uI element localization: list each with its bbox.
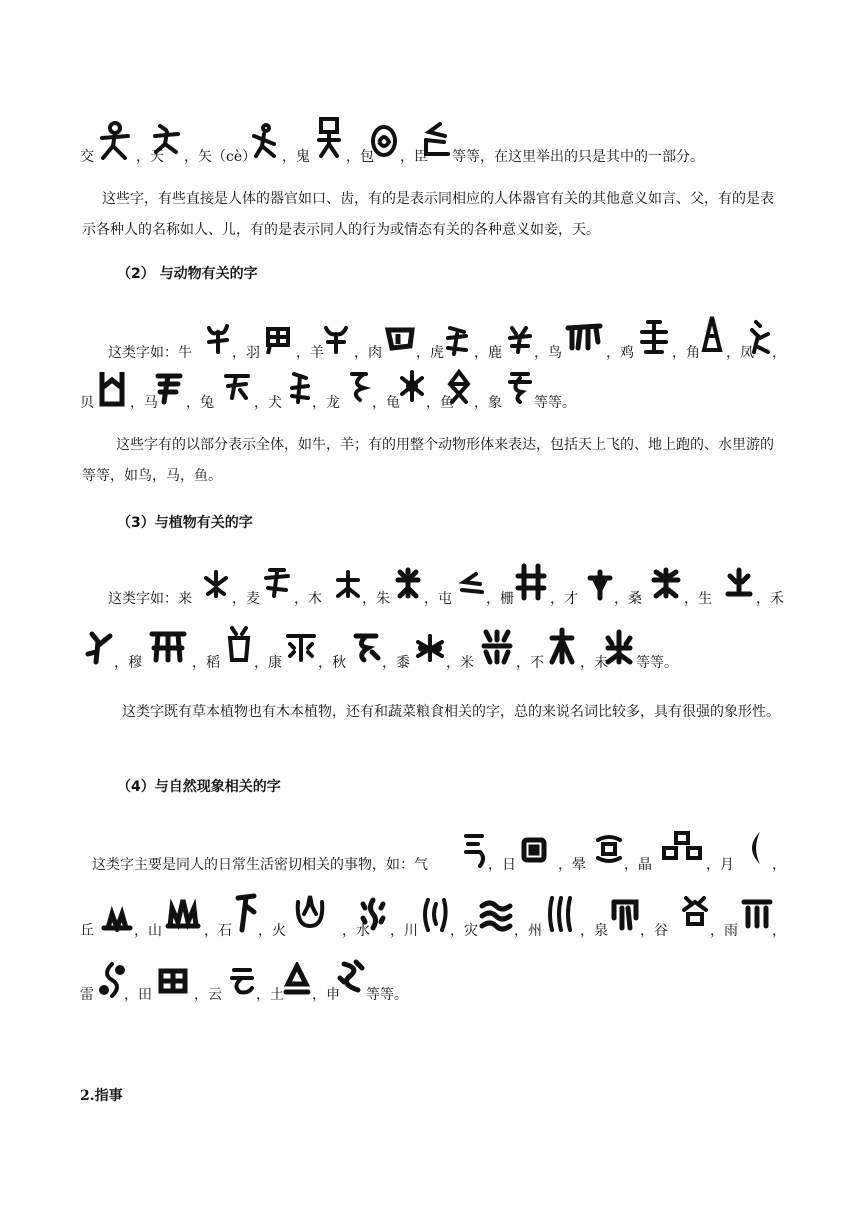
- glyph-label-xiang: ，象: [474, 395, 502, 411]
- glyph-label-jiao2: ，角: [672, 345, 700, 361]
- glyph-label-kang: ，康: [254, 655, 282, 671]
- glyph-label-qi: 这类字主要是同人的日常生活密切相关的事物，如：气: [92, 857, 428, 873]
- oracle-glyph-tian: [152, 122, 182, 156]
- oracle-glyph-gui: [316, 116, 342, 160]
- oracle-glyph-bu: [546, 626, 578, 666]
- glyph-label-mu2: ，穆: [114, 655, 142, 671]
- oracle-glyph-lai: [202, 568, 230, 600]
- glyph-label-lei: 雷: [80, 987, 94, 1003]
- glyph-label-ri: ，日: [488, 857, 516, 873]
- animal-line-tail: 等等。: [534, 395, 576, 411]
- oracle-glyph-cai: [586, 568, 614, 602]
- oracle-glyph-bao: [370, 122, 398, 158]
- glyph-label-niao: ，鸟: [534, 345, 562, 361]
- oracle-glyph-lu: [506, 324, 534, 356]
- oracle-glyph-zhu: [394, 566, 422, 600]
- heading-animal-characters: （2） 与动物有关的字: [117, 266, 258, 282]
- heading-nature-characters: （4）与自然现象相关的字: [117, 779, 281, 795]
- glyph-label-chuan: ，川: [390, 923, 418, 939]
- glyph-label-lai: 这类字如：来: [108, 591, 192, 607]
- glyph-label-tian2: ，田: [124, 987, 152, 1003]
- glyph-label-yue-comma: ，: [772, 857, 786, 873]
- glyph-label-gui2: ，龟: [372, 395, 400, 411]
- oracle-glyph-tu: [222, 370, 252, 402]
- glyph-label-jing: ，晶: [624, 857, 652, 873]
- oracle-glyph-tu2: [282, 962, 312, 996]
- oracle-glyph-qiu: [350, 630, 382, 664]
- glyph-label-tu2: ，土: [256, 987, 284, 1003]
- glyph-label-long: ，龙: [312, 395, 340, 411]
- glyph-label-quan2: ，泉: [580, 923, 608, 939]
- oracle-glyph-yue: [742, 828, 768, 868]
- oracle-glyph-qiu2: [100, 906, 134, 932]
- glyph-label-ze: ，矢（cè）: [184, 149, 257, 165]
- oracle-glyph-yun: [592, 832, 626, 864]
- oracle-glyph-hu: [444, 324, 470, 358]
- glyph-label-yu3: ，雨: [710, 923, 738, 939]
- oracle-glyph-xiang: [506, 370, 534, 404]
- glyph-label-tian: ，天: [136, 149, 164, 165]
- oracle-glyph-chen: [420, 120, 452, 160]
- glyph-label-dao: ，稻: [192, 655, 220, 671]
- glyph-label-mai: ，麦: [232, 591, 260, 607]
- oracle-glyph-sheng: [724, 566, 754, 600]
- oracle-glyph-mai: [262, 566, 292, 600]
- paragraph-human-characters: 这些字，有些直接是人体的器官如口、齿，有的是表示同相应的人体器官有关的其他意义如言、父，有的是表示各种人的名称如人、儿，有的是表示同人的行为或情态有关的各种意义如妾，天。: [82, 191, 774, 238]
- oracle-glyph-chuan: [420, 896, 450, 934]
- oracle-glyph-zha: [514, 562, 548, 602]
- oracle-glyph-dao: [224, 624, 254, 666]
- glyph-label-shui: ，水: [342, 923, 370, 939]
- glyph-label-rou: ，肉: [354, 345, 382, 361]
- oracle-glyph-wei: [602, 628, 636, 666]
- oracle-glyph-mu: [334, 568, 362, 600]
- glyph-label-hu: ，虎: [416, 345, 444, 361]
- oracle-glyph-shu: [414, 632, 446, 664]
- glyph-label-qiu2: 丘: [80, 923, 94, 939]
- oracle-glyph-tun: [456, 570, 486, 600]
- oracle-glyph-yang: [322, 324, 350, 356]
- glyph-label-niu: 这类字如：牛: [108, 345, 192, 361]
- sec1-line-tail: 等等，在这里举出的只是其中的一部分。: [452, 149, 704, 165]
- glyph-label-tu: ，兔: [186, 395, 214, 411]
- oracle-glyph-yun2: [228, 964, 256, 996]
- oracle-glyph-quan2: [610, 896, 640, 932]
- oracle-glyph-qi: [460, 830, 488, 870]
- glyph-label-yu: ，羽: [232, 345, 260, 361]
- oracle-glyph-huo: [292, 892, 328, 932]
- oracle-glyph-shan: [164, 896, 202, 932]
- oracle-glyph-jiao2: [700, 314, 724, 356]
- glyph-label-bei: 贝: [80, 395, 94, 411]
- oracle-glyph-gu: [680, 894, 710, 930]
- glyph-label-zhu: ，朱: [362, 591, 390, 607]
- oracle-glyph-niu: [204, 322, 232, 356]
- oracle-glyph-bei: [96, 368, 128, 408]
- glyph-label-yu2: ，鱼: [426, 395, 454, 411]
- oracle-glyph-yu2: [446, 368, 472, 404]
- glyph-label-yue: ，月: [706, 857, 734, 873]
- oracle-glyph-ze: [250, 122, 278, 160]
- oracle-glyph-kang: [284, 630, 318, 664]
- oracle-glyph-rou: [384, 324, 416, 354]
- plant-line-tail: 等等。: [636, 655, 678, 671]
- glyph-label-zai: ，灾: [450, 923, 478, 939]
- oracle-glyph-lei: [98, 960, 126, 1000]
- oracle-glyph-yu3: [740, 896, 774, 932]
- oracle-glyph-shen: [336, 958, 368, 996]
- glyph-label-yun2: ，云: [194, 987, 222, 1003]
- glyph-label-sang: ，桑: [614, 591, 642, 607]
- oracle-glyph-yu: [264, 324, 294, 356]
- oracle-glyph-shi: [232, 892, 258, 936]
- glyph-label-gui: ，鬼: [282, 149, 310, 165]
- glyph-label-lu: ，鹿: [474, 345, 502, 361]
- glyph-label-he: ，禾: [756, 591, 784, 607]
- oracle-glyph-zhou: [546, 894, 576, 934]
- glyph-label-ji: ，鸡: [606, 345, 634, 361]
- glyph-label-cai: ，才: [550, 591, 578, 607]
- oracle-glyph-ri: [520, 836, 548, 864]
- glyph-label-feng-comma: ，: [772, 345, 786, 361]
- glyph-label-shen: ，申: [312, 987, 340, 1003]
- oracle-glyph-niao: [564, 320, 604, 354]
- oracle-glyph-long: [346, 370, 372, 404]
- heading-zhishi: 2.指事: [80, 1088, 123, 1104]
- glyph-label-huo: ，火: [258, 923, 286, 939]
- glyph-label-shi: ，石: [204, 923, 232, 939]
- oracle-glyph-jing: [660, 830, 704, 864]
- glyph-label-bao: ，包: [346, 149, 374, 165]
- glyph-label-zhou: ，州: [514, 923, 542, 939]
- oracle-glyph-quan: [288, 370, 312, 406]
- glyph-label-gu: ，谷: [640, 923, 668, 939]
- oracle-glyph-jiao: [98, 120, 132, 162]
- oracle-glyph-mi: [480, 628, 514, 666]
- oracle-glyph-ji: [638, 318, 670, 356]
- nature-line-tail: 等等。: [366, 987, 408, 1003]
- oracle-glyph-tian2: [158, 968, 188, 994]
- oracle-glyph-sang: [650, 566, 682, 600]
- paragraph-plant-characters: 这类字既有草本植物也有木本植物，还有和蔬菜粮食相关的字，总的来说名词比较多，具有很强的象形性。: [122, 704, 780, 720]
- oracle-glyph-he: [84, 630, 114, 666]
- oracle-glyph-feng: [746, 318, 772, 356]
- glyph-label-chen: ，臣: [400, 149, 428, 165]
- glyph-label-yun: ，晕: [558, 857, 586, 873]
- glyph-label-quan: ，犬: [254, 395, 282, 411]
- oracle-glyph-ma: [152, 370, 186, 406]
- glyph-label-sheng: ，生: [684, 591, 712, 607]
- paragraph-animal-characters: 这些字有的以部分表示全体，如牛，羊；有的用整个动物形体来表达，包括天上飞的、地上跑的、水里游的等等，如鸟，马，鱼。: [82, 437, 774, 484]
- glyph-label-wei: ，未: [580, 655, 608, 671]
- glyph-label-zha: ，栅: [486, 591, 514, 607]
- glyph-label-shu: ，黍: [382, 655, 410, 671]
- glyph-label-ma: ，马: [130, 395, 158, 411]
- glyph-label-yang: ，羊: [296, 345, 324, 361]
- heading-plant-characters: （3）与植物有关的字: [117, 515, 253, 531]
- glyph-label-mi: ，米: [446, 655, 474, 671]
- glyph-label-bu: ，不: [516, 655, 544, 671]
- glyph-label-qiu: ，秋: [318, 655, 346, 671]
- glyph-label-shan: ，山: [134, 923, 162, 939]
- glyph-label-tun: ，屯: [424, 591, 452, 607]
- glyph-label-jiao: 交: [80, 149, 94, 165]
- oracle-glyph-zai: [478, 898, 516, 932]
- oracle-glyph-gui2: [398, 368, 426, 404]
- oracle-glyph-shui: [358, 896, 388, 932]
- oracle-glyph-mu2: [148, 628, 188, 666]
- glyph-label-yu3-comma: ，: [772, 923, 786, 939]
- glyph-label-feng: ，凤: [726, 345, 754, 361]
- glyph-label-mu: ，木: [294, 591, 322, 607]
